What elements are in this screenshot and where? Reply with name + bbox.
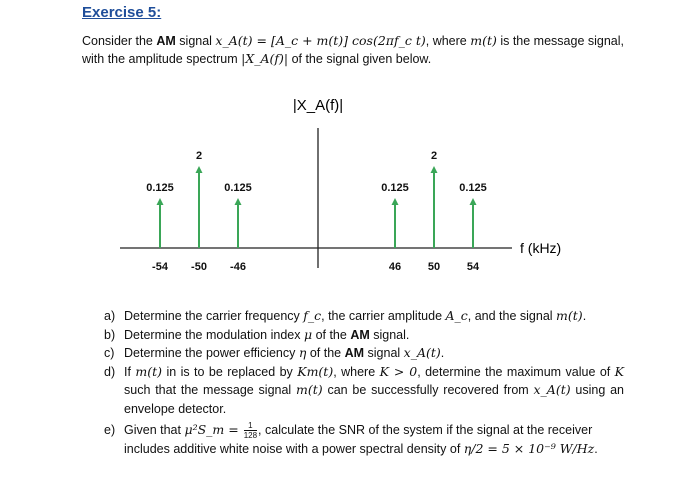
spectral-line-arrowhead — [431, 166, 438, 173]
question-text: signal. — [369, 327, 410, 342]
efficiency-symbol: η — [298, 345, 307, 360]
fraction-denominator: 128 — [243, 431, 258, 441]
intro-text: , where — [425, 34, 471, 48]
carrier-amplitude-symbol: A_c — [445, 308, 468, 323]
question-c — [104, 344, 624, 363]
question-text: such that the message signal — [124, 383, 297, 397]
question-label: c) — [104, 346, 115, 360]
question-label: a) — [104, 309, 116, 323]
question-text: . — [440, 346, 445, 360]
x-tick-label: -54 — [152, 261, 168, 273]
question-a — [104, 307, 624, 326]
question-label: e) — [104, 423, 116, 437]
message-signal-symbol: m(t) — [556, 308, 583, 323]
x-axis-label: f (kHz) — [520, 240, 562, 256]
question-text: Determine the modulation index — [124, 327, 304, 342]
message-signal-symbol: m(t) — [296, 382, 323, 397]
am-signal-symbol: x_A(t) — [403, 345, 441, 360]
question-text: Determine the carrier frequency — [124, 309, 304, 323]
scaled-message-symbol: Km(t) — [297, 363, 334, 379]
spectral-line-arrowhead — [235, 198, 242, 205]
question-text: can be successfully recovered from — [322, 383, 534, 397]
signal-expression: x_A(t) = [A_c + m(t)] cos(2πf_c t) — [215, 33, 426, 48]
question-text: , where — [333, 364, 380, 379]
am-signal-symbol: x_A(t) — [533, 382, 571, 397]
spectrum-symbol: |X_A(f)| — [241, 51, 289, 66]
modulation-index-symbol: μ — [303, 326, 313, 342]
question-text: . — [594, 442, 598, 457]
chart-title: |X_A(f)| — [292, 97, 344, 114]
k-symbol: K — [614, 363, 625, 379]
question-b — [104, 326, 624, 345]
question-text: , determine the maximum value of — [417, 364, 615, 379]
x-tick-label: 46 — [388, 261, 402, 273]
question-text: , and the signal — [467, 309, 557, 323]
k-condition: K > 0 — [379, 363, 418, 379]
question-text: If — [124, 364, 136, 379]
exercise-title: Exercise 5: — [82, 4, 162, 21]
carrier-frequency-symbol: f_c — [303, 308, 322, 323]
x-tick-label: -46 — [230, 261, 246, 273]
message-signal-symbol: m(t) — [470, 33, 497, 48]
data-label: 0.125 — [224, 182, 252, 194]
question-e — [104, 421, 624, 459]
question-d — [104, 363, 624, 419]
am-bold: AM — [156, 34, 176, 48]
question-text: Determine the power efficiency — [124, 346, 299, 360]
am-bold: AM — [344, 346, 365, 360]
spectral-line-arrowhead — [470, 198, 477, 205]
spectral-line-arrowhead — [196, 166, 203, 173]
x-tick-label: -50 — [191, 261, 207, 273]
fraction-numerator: 1 — [244, 421, 257, 431]
x-tick-label: 50 — [427, 261, 441, 273]
intro-text: of the signal given below. — [288, 52, 432, 66]
question-text: of the — [312, 327, 351, 342]
intro-text: is the message signal, with the amplitude spectrum — [82, 34, 625, 66]
intro-text: Consider the — [82, 34, 157, 48]
intro-text: signal — [175, 34, 216, 48]
question-text: , the carrier amplitude — [321, 309, 446, 323]
question-text: Given that — [124, 423, 185, 437]
question-list — [104, 307, 624, 459]
message-signal-symbol: m(t) — [135, 363, 163, 379]
question-label: b) — [104, 327, 116, 342]
question-text: in is to be replaced by — [162, 364, 298, 379]
spectral-line-arrowhead — [392, 198, 399, 205]
spectral-line-arrowhead — [157, 198, 164, 205]
question-text: . — [582, 309, 587, 323]
noise-psd-expression: η/2 = 5 × 10⁻⁹ W/Hz — [463, 441, 595, 457]
question-label: d) — [104, 364, 116, 379]
am-bold: AM — [350, 327, 370, 342]
power-expression: μ²S_m = — [184, 422, 243, 437]
question-text: using an envelope detector. — [124, 383, 624, 416]
data-label: 0.125 — [381, 182, 409, 194]
x-tick-label: 54 — [466, 261, 480, 273]
data-label: 2 — [195, 150, 203, 162]
question-text: of the — [306, 346, 345, 360]
data-label: 0.125 — [146, 182, 174, 194]
data-label: 0.125 — [459, 182, 487, 194]
question-text: signal — [364, 346, 404, 360]
data-label: 2 — [430, 150, 438, 162]
fraction — [244, 421, 257, 440]
question-text: , calculate the SNR of the system if the signal at the receiver includes additive white noise with a power spectral density of — [124, 423, 593, 457]
